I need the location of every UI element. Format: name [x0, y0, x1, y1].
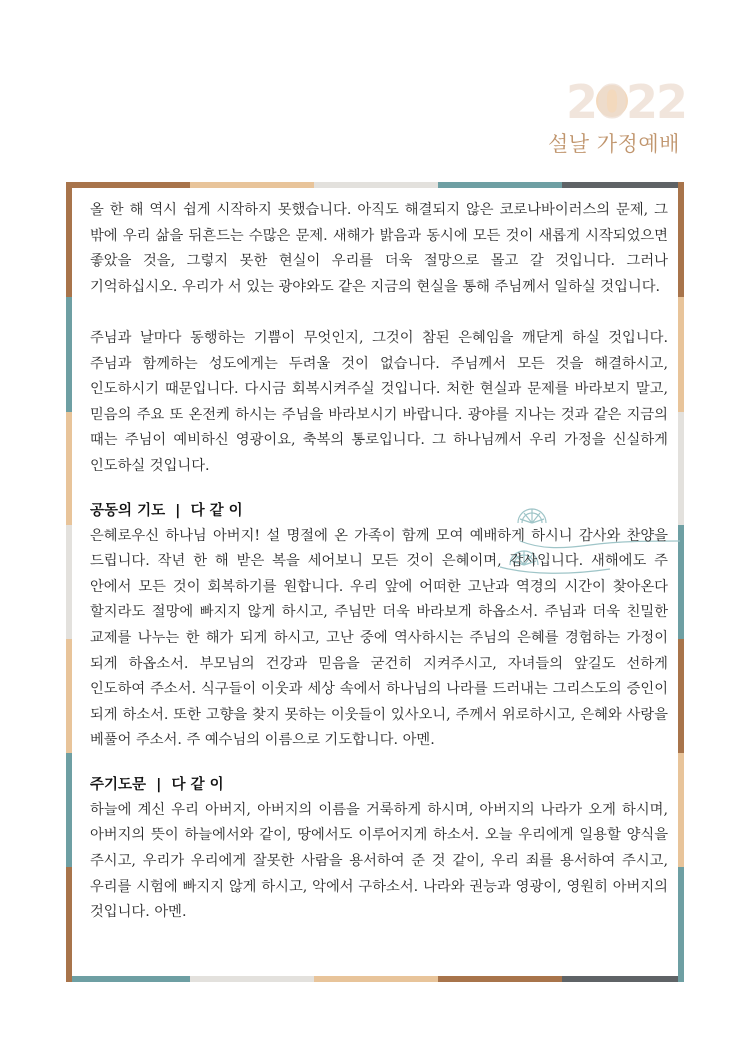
intro-paragraph: 올 한 해 역시 쉽게 시작하지 못했습니다. 아직도 해결되지 않은 코로나바이러스의 문제, 그 밖에 우리 삶을 뒤흔드는 수많은 문제. 새해가 밝음과 동시에 모든 것이 새롭게 시작되었으면 좋았을 것을, 그렇지 못한 현실이 우리를 더욱 절망으로 몰고 갈 것입니다. 그러나 기억하십시오. 우리가 서 있는 광야와도 같은 지금의 현실을 통해 주님께서 일하실 것입니다. [90, 202, 668, 295]
page-content [90, 198, 668, 926]
lords-prayer-heading: 주기도문 | 다 같 이 [90, 776, 224, 793]
paragraph-gap [90, 300, 668, 326]
year-text: 2022 [566, 76, 686, 126]
year-2022-logo [566, 76, 686, 126]
page-title: 설날 가정예배 [548, 132, 680, 156]
body-paragraph: 주님과 날마다 동행하는 기쁨이 무엇인지, 그것이 참된 은혜임을 깨닫게 하실 것입니다. 주님과 함께하는 성도에게는 두려울 것이 없습니다. 주님께서 모든 것을 해결하시고, 인도하시기 때문입니다. 다시금 회복시켜주실 것입니다. 처한 현실과 문제를 바라보지 말고, 믿음의 주요 또 온전케 하시는 주님을 바라보시기 바랍니다. 광야를 지나는 것과 같은 지금의 때는 주님이 예비하신 영광이요, 축복의 통로입니다. 그 하나님께서 우리 가정을 신실하게 인도하실 것입니다. [90, 329, 668, 474]
prayer-heading: 공동의 기도 | 다 같 이 [90, 502, 243, 519]
lords-prayer-text: 하늘에 계신 우리 아버지, 아버지의 이름을 거룩하게 하시며, 아버지의 나라가 오게 하시며, 아버지의 뜻이 하늘에서와 같이, 땅에서도 이루어지게 하소서. 오늘 우리에게 일용할 양식을 주시고, 우리가 우리에게 잘못한 사람을 용서하여 준 것 같이, 우리 죄를 용서하여 주시고, 우리를 시험에 빠지지 않게 하시고, 악에서 구하소서. 나라와 권능과 영광이, 영원히 아버지의 것입니다. 아멘. [90, 801, 668, 921]
prayer-text: 은혜로우신 하나님 아버지! 설 명절에 온 가족이 함께 모여 예배하게 하시니 감사와 찬양을 드립니다. 작년 한 해 받은 복을 세어보니 모든 것이 은혜이며, 감사입니다. 새해에도 주 안에서 모든 것이 회복하기를 원합니다. 우리 앞에 어떠한 고난과 역경의 시간이 찾아온다 할지라도 절망에 빠지지 않게 하시고, 주님만 더욱 바라보게 하옵소서. 주님과 더욱 친밀한 교제를 나누는 한 해가 되게 하시고, 고난 중에 역사하시는 주님의 은혜를 경험하는 가정이 되게 하옵소서. 부모님의 건강과 믿음을 굳건히 지켜주시고, 자녀들의 앞길도 선하게 인도하여 주소서. 식구들이 이웃과 세상 속에서 하나님의 나라를 드러내는 그리스도의 증인이 되게 하소서. 또한 고향을 찾지 못하는 이웃들이 있사오니, 주께서 위로하시고, 은혜와 사랑을 베풀어 주소서. 주 예수님의 이름으로 기도합니다. 아멘. [90, 527, 668, 749]
